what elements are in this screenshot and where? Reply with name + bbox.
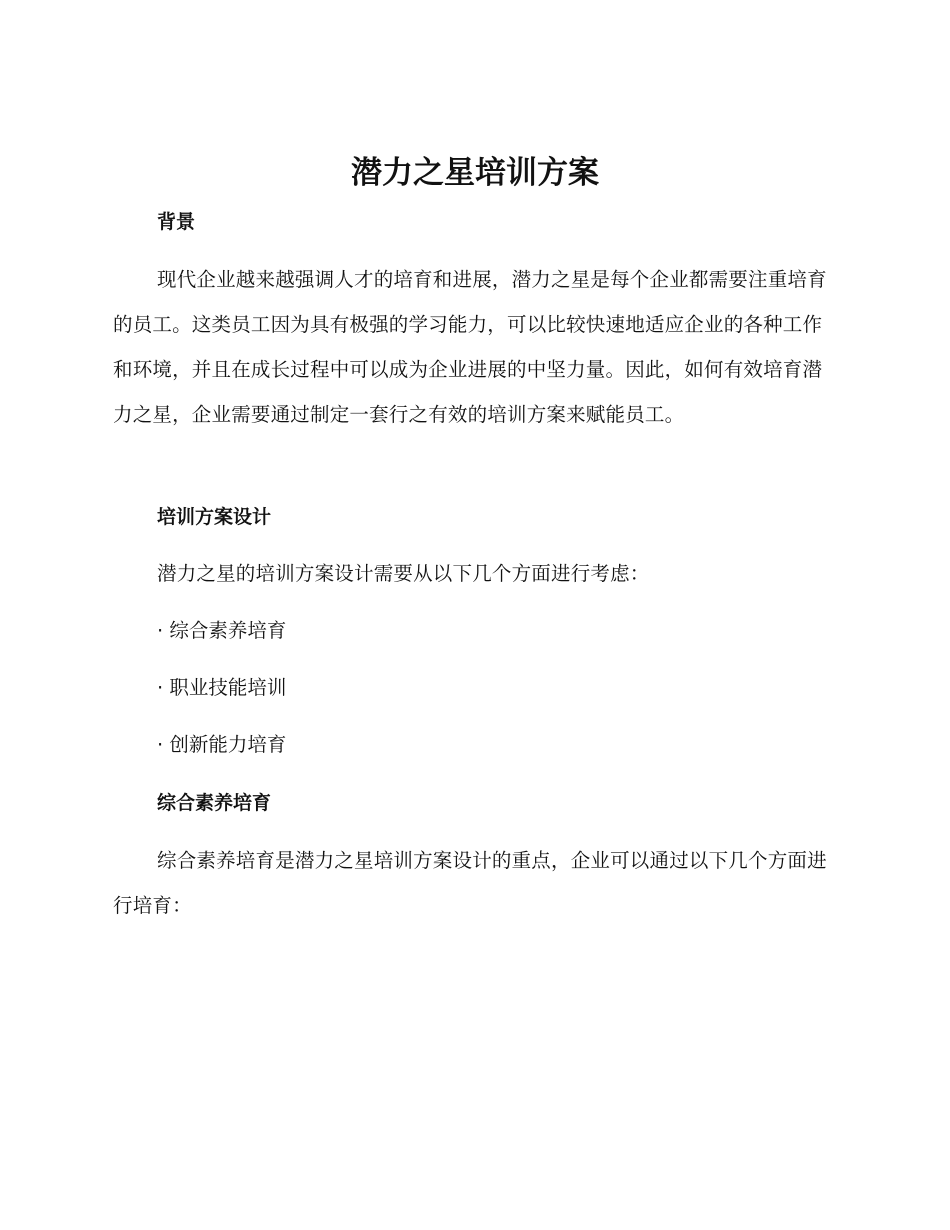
list-item: · 综合素养培育 (157, 619, 287, 642)
section-heading-background: 背景 (157, 211, 196, 233)
document-title: 潜力之星培训方案 (351, 155, 599, 191)
section-heading-design: 培训方案设计 (157, 506, 272, 528)
list-item: · 职业技能培训 (157, 676, 287, 699)
design-intro-paragraph: 潜力之星的培训方案设计需要从以下几个方面进行考虑： (157, 562, 650, 585)
background-paragraph: 现代企业越来越强调人才的培育和进展，潜力之星是每个企业都需要注重培育的员工。这类员工因为具有极强的学习能力，可以比较快速地适应企业的各种工作和环境，并且在成长过程中可以成为企业进展的中坚力量。因此，如何有效培育潜力之星，企业需要通过制定一套行之有效的培训方案来赋能员工。 (113, 268, 827, 426)
list-item: · 创新能力培育 (157, 733, 287, 756)
quality-paragraph: 综合素养培育是潜力之星培训方案设计的重点，企业可以通过以下几个方面进行培育： (113, 849, 827, 917)
section-heading-quality: 综合素养培育 (157, 792, 272, 814)
